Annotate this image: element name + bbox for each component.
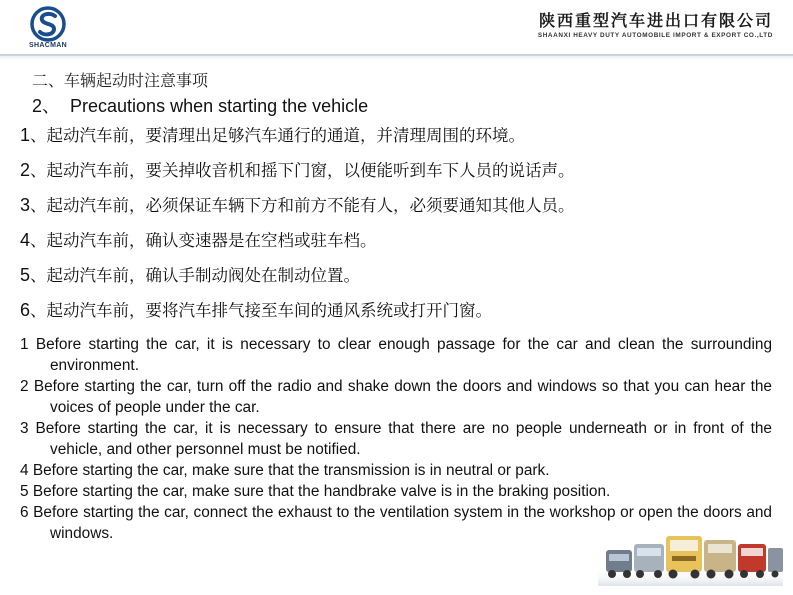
- item-text: 、起动汽车前，要将汽车排气接至车间的通风系统或打开门窗。: [30, 301, 493, 320]
- list-item: 6 Before starting the car, connect the exhaust to the ventilation system in the workshop or open the doors and windows.: [20, 504, 772, 542]
- list-item: [20, 120, 575, 155]
- item-text: 、起动汽车前，必须保证车辆下方和前方不能有人，必须要通知其他人员。: [30, 196, 575, 215]
- section-title-en: [32, 92, 368, 118]
- shacman-logo: [22, 6, 74, 52]
- list-item: 5 Before starting the car, make sure that the handbrake valve is in the braking position.: [20, 483, 611, 500]
- item-text: 、起动汽车前，确认手制动阀处在制动位置。: [30, 266, 361, 285]
- shacman-emblem-icon: [28, 6, 68, 42]
- header-divider: [0, 54, 793, 60]
- section-title-en-text: Precautions when starting the vehicle: [70, 96, 369, 116]
- list-item: [20, 295, 575, 330]
- item-number: 5: [20, 265, 31, 285]
- item-text: 、起动汽车前，要关掉收音机和摇下门窗，以便能听到车下人员的说话声。: [30, 161, 575, 180]
- list-item: [20, 155, 575, 190]
- list-item: 3 Before starting the car, it is necessary to ensure that there are no people underneath or in front of the vehicle, and other personnel must be notified.: [20, 420, 772, 458]
- item-number: 1: [20, 125, 31, 145]
- item-number: 6: [20, 300, 31, 320]
- company-name-en: SHAANXI HEAVY DUTY AUTOMOBILE IMPORT & EXPORT CO.,LTD: [537, 32, 773, 39]
- list-item: [20, 260, 575, 295]
- list-item: 2 Before starting the car, turn off the radio and shake down the doors and windows so that you can hear the voices of people under the car.: [20, 378, 772, 416]
- trucks-image: [598, 530, 783, 586]
- section-title-cn: 二、车辆起动时注意事项: [32, 71, 209, 90]
- list-item: 4 Before starting the car, make sure that the transmission is in neutral or park.: [20, 462, 550, 479]
- item-number: 4: [20, 230, 31, 250]
- item-number: 3: [20, 195, 31, 215]
- company-name-cn: 陕西重型汽车进出口有限公司: [538, 11, 773, 30]
- section-number: 2、: [32, 96, 61, 116]
- company-name: [538, 12, 773, 39]
- page-header: [0, 0, 793, 54]
- list-item: [20, 225, 575, 260]
- precautions-list-en: [20, 334, 772, 544]
- item-text: 、起动汽车前，确认变速器是在空档或驻车档。: [30, 231, 377, 250]
- precautions-list-cn: [20, 120, 575, 330]
- list-item: 1 Before starting the car, it is necessary to clear enough passage for the car and clean the surrounding environment.: [20, 336, 772, 374]
- item-text: 、起动汽车前，要清理出足够汽车通行的通道，并清理周围的环境。: [30, 126, 526, 145]
- item-number: 2: [20, 160, 31, 180]
- list-item: [20, 190, 575, 225]
- logo-text: SHACMAN: [29, 42, 67, 49]
